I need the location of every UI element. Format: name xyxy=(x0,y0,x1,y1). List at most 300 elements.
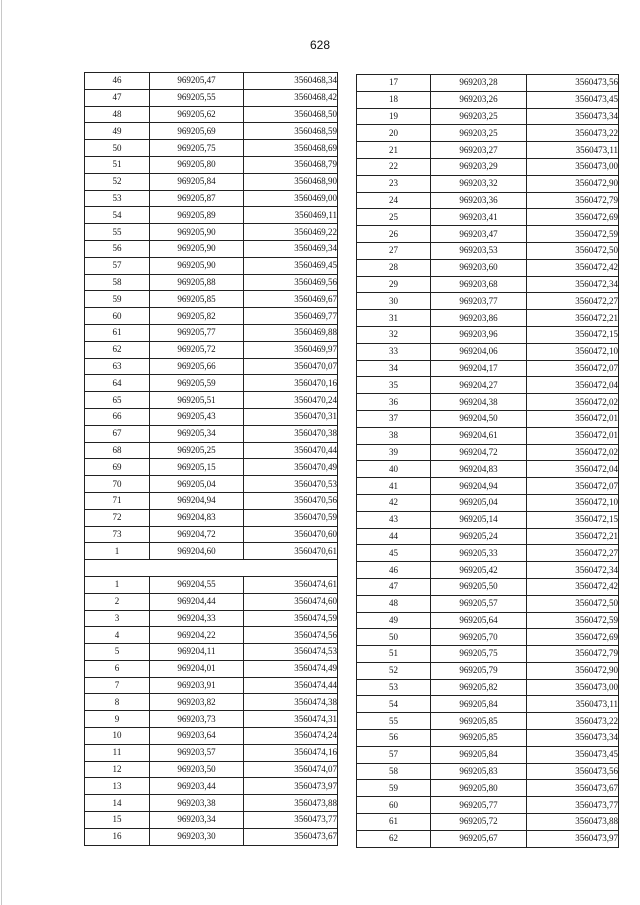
point-number-cell: 51 xyxy=(357,646,431,663)
y-coordinate-cell: 3560472,79 xyxy=(527,646,619,663)
table-row xyxy=(85,173,338,190)
table-row xyxy=(85,291,338,308)
point-number-cell: 32 xyxy=(357,326,431,343)
y-coordinate-cell: 3560468,59 xyxy=(244,123,338,140)
y-coordinate-cell: 3560470,61 xyxy=(244,543,338,560)
x-coordinate-cell: 969205,75 xyxy=(431,646,527,663)
table-row xyxy=(357,646,619,663)
table-row xyxy=(85,240,338,257)
y-coordinate-cell: 3560468,50 xyxy=(244,106,338,123)
y-coordinate-cell: 3560474,31 xyxy=(244,711,338,728)
x-coordinate-cell: 969205,82 xyxy=(431,679,527,696)
x-coordinate-cell: 969204,50 xyxy=(431,410,527,427)
point-number-cell: 22 xyxy=(357,158,431,175)
point-number-cell: 48 xyxy=(85,106,150,123)
table-row xyxy=(357,478,619,495)
x-coordinate-cell: 969205,80 xyxy=(150,156,244,173)
y-coordinate-cell xyxy=(244,560,338,577)
x-coordinate-cell: 969205,89 xyxy=(150,207,244,224)
y-coordinate-cell: 3560470,53 xyxy=(244,476,338,493)
x-coordinate-cell: 969203,64 xyxy=(150,728,244,745)
y-coordinate-cell: 3560470,16 xyxy=(244,375,338,392)
table-row xyxy=(85,190,338,207)
table-row xyxy=(85,224,338,241)
table-row xyxy=(357,830,619,847)
table-row xyxy=(85,425,338,442)
y-coordinate-cell: 3560472,50 xyxy=(527,242,619,259)
x-coordinate-cell: 969204,06 xyxy=(431,343,527,360)
table-row xyxy=(85,459,338,476)
table-row xyxy=(85,778,338,795)
x-coordinate-cell: 969205,85 xyxy=(431,713,527,730)
y-coordinate-cell: 3560472,50 xyxy=(527,595,619,612)
point-number-cell: 30 xyxy=(357,293,431,310)
point-number-cell: 49 xyxy=(357,612,431,629)
y-coordinate-cell: 3560472,04 xyxy=(527,461,619,478)
x-coordinate-cell: 969205,84 xyxy=(150,173,244,190)
point-number-cell: 51 xyxy=(85,156,150,173)
point-number-cell: 62 xyxy=(357,830,431,847)
table-row xyxy=(85,123,338,140)
point-number-cell: 50 xyxy=(85,140,150,157)
point-number-cell: 47 xyxy=(85,89,150,106)
x-coordinate-cell: 969204,01 xyxy=(150,660,244,677)
x-coordinate-cell: 969205,85 xyxy=(431,730,527,747)
x-coordinate-cell: 969204,11 xyxy=(150,644,244,661)
table-row xyxy=(357,612,619,629)
y-coordinate-cell: 3560474,44 xyxy=(244,677,338,694)
table-row xyxy=(357,494,619,511)
y-coordinate-cell: 3560470,49 xyxy=(244,459,338,476)
coordinates-table-right-body xyxy=(357,75,619,848)
x-coordinate-cell: 969203,27 xyxy=(431,142,527,159)
y-coordinate-cell: 3560468,34 xyxy=(244,73,338,90)
x-coordinate-cell: 969205,84 xyxy=(431,746,527,763)
table-row xyxy=(85,140,338,157)
point-number-cell: 64 xyxy=(85,375,150,392)
y-coordinate-cell: 3560472,59 xyxy=(527,226,619,243)
x-coordinate-cell: 969205,47 xyxy=(150,73,244,90)
x-coordinate-cell: 969205,59 xyxy=(150,375,244,392)
table-row xyxy=(85,744,338,761)
table-row xyxy=(357,528,619,545)
point-number-cell: 38 xyxy=(357,427,431,444)
point-number-cell: 73 xyxy=(85,526,150,543)
y-coordinate-cell: 3560473,00 xyxy=(527,158,619,175)
x-coordinate-cell: 969205,50 xyxy=(431,578,527,595)
table-row xyxy=(357,461,619,478)
table-row xyxy=(85,375,338,392)
point-number-cell: 2 xyxy=(85,593,150,610)
point-number-cell: 13 xyxy=(85,778,150,795)
table-row xyxy=(357,310,619,327)
y-coordinate-cell: 3560473,45 xyxy=(527,746,619,763)
x-coordinate-cell: 969205,70 xyxy=(431,629,527,646)
table-row xyxy=(85,543,338,560)
coordinates-table-left xyxy=(84,72,338,846)
point-number-cell: 27 xyxy=(357,242,431,259)
x-coordinate-cell: 969205,82 xyxy=(150,308,244,325)
y-coordinate-cell: 3560470,59 xyxy=(244,509,338,526)
x-coordinate-cell: 969205,57 xyxy=(431,595,527,612)
y-coordinate-cell: 3560474,16 xyxy=(244,744,338,761)
y-coordinate-cell: 3560473,88 xyxy=(527,814,619,831)
table-row xyxy=(357,226,619,243)
y-coordinate-cell: 3560470,56 xyxy=(244,492,338,509)
table-row xyxy=(357,427,619,444)
x-coordinate-cell: 969203,91 xyxy=(150,677,244,694)
y-coordinate-cell: 3560469,45 xyxy=(244,257,338,274)
y-coordinate-cell: 3560473,56 xyxy=(527,75,619,92)
x-coordinate-cell: 969205,90 xyxy=(150,257,244,274)
x-coordinate-cell: 969205,80 xyxy=(431,780,527,797)
point-number-cell: 12 xyxy=(85,761,150,778)
point-number-cell: 67 xyxy=(85,425,150,442)
x-coordinate-cell: 969204,27 xyxy=(431,377,527,394)
x-coordinate-cell: 969205,72 xyxy=(431,814,527,831)
y-coordinate-cell: 3560474,56 xyxy=(244,627,338,644)
point-number-cell: 11 xyxy=(85,744,150,761)
point-number-cell: 53 xyxy=(357,679,431,696)
y-coordinate-cell: 3560474,61 xyxy=(244,576,338,593)
table-row xyxy=(357,108,619,125)
y-coordinate-cell: 3560469,88 xyxy=(244,324,338,341)
y-coordinate-cell: 3560472,01 xyxy=(527,410,619,427)
y-coordinate-cell: 3560472,07 xyxy=(527,360,619,377)
x-coordinate-cell: 969205,25 xyxy=(150,442,244,459)
y-coordinate-cell: 3560474,49 xyxy=(244,660,338,677)
point-number-cell: 48 xyxy=(357,595,431,612)
y-coordinate-cell: 3560472,34 xyxy=(527,562,619,579)
point-number-cell: 54 xyxy=(357,696,431,713)
x-coordinate-cell: 969205,62 xyxy=(150,106,244,123)
x-coordinate-cell: 969204,61 xyxy=(431,427,527,444)
table-row xyxy=(357,142,619,159)
y-coordinate-cell: 3560472,21 xyxy=(527,310,619,327)
x-coordinate-cell: 969203,25 xyxy=(431,125,527,142)
point-number-cell: 68 xyxy=(85,442,150,459)
table-row xyxy=(85,73,338,90)
point-number-cell: 66 xyxy=(85,408,150,425)
x-coordinate-cell: 969203,38 xyxy=(150,795,244,812)
x-coordinate-cell: 969205,90 xyxy=(150,224,244,241)
point-number-cell: 65 xyxy=(85,392,150,409)
point-number-cell: 71 xyxy=(85,492,150,509)
table-row xyxy=(357,293,619,310)
y-coordinate-cell: 3560474,38 xyxy=(244,694,338,711)
y-coordinate-cell: 3560470,07 xyxy=(244,358,338,375)
table-row xyxy=(357,259,619,276)
y-coordinate-cell: 3560469,56 xyxy=(244,274,338,291)
point-number-cell: 59 xyxy=(85,291,150,308)
table-row xyxy=(85,106,338,123)
point-number-cell: 40 xyxy=(357,461,431,478)
table-row xyxy=(357,797,619,814)
table-row xyxy=(85,89,338,106)
x-coordinate-cell: 969204,72 xyxy=(431,444,527,461)
y-coordinate-cell: 3560472,07 xyxy=(527,478,619,495)
table-row xyxy=(357,730,619,747)
y-coordinate-cell: 3560474,60 xyxy=(244,593,338,610)
table-row xyxy=(357,75,619,92)
x-coordinate-cell: 969205,33 xyxy=(431,545,527,562)
point-number-cell: 53 xyxy=(85,190,150,207)
y-coordinate-cell: 3560472,15 xyxy=(527,326,619,343)
y-coordinate-cell: 3560472,69 xyxy=(527,209,619,226)
point-number-cell: 46 xyxy=(85,73,150,90)
y-coordinate-cell: 3560469,00 xyxy=(244,190,338,207)
y-coordinate-cell: 3560473,56 xyxy=(527,763,619,780)
y-coordinate-cell: 3560473,00 xyxy=(527,679,619,696)
x-coordinate-cell: 969205,69 xyxy=(150,123,244,140)
x-coordinate-cell: 969203,32 xyxy=(431,175,527,192)
point-number-cell: 16 xyxy=(85,828,150,845)
x-coordinate-cell: 969203,28 xyxy=(431,75,527,92)
point-number-cell: 35 xyxy=(357,377,431,394)
x-coordinate-cell: 969204,83 xyxy=(431,461,527,478)
point-number-cell: 56 xyxy=(357,730,431,747)
x-coordinate-cell: 969205,42 xyxy=(431,562,527,579)
y-coordinate-cell: 3560474,53 xyxy=(244,644,338,661)
y-coordinate-cell: 3560473,97 xyxy=(244,778,338,795)
point-number-cell: 58 xyxy=(85,274,150,291)
table-row xyxy=(357,562,619,579)
x-coordinate-cell: 969205,67 xyxy=(431,830,527,847)
point-number-cell: 37 xyxy=(357,410,431,427)
table-row xyxy=(85,761,338,778)
table-row xyxy=(85,576,338,593)
y-coordinate-cell: 3560473,34 xyxy=(527,730,619,747)
y-coordinate-cell: 3560473,45 xyxy=(527,91,619,108)
y-coordinate-cell: 3560469,34 xyxy=(244,240,338,257)
table-row xyxy=(85,728,338,745)
x-coordinate-cell: 969204,38 xyxy=(431,394,527,411)
y-coordinate-cell: 3560473,77 xyxy=(244,812,338,829)
point-number-cell: 58 xyxy=(357,763,431,780)
y-coordinate-cell: 3560473,67 xyxy=(527,780,619,797)
y-coordinate-cell: 3560472,42 xyxy=(527,259,619,276)
x-coordinate-cell: 969205,43 xyxy=(150,408,244,425)
point-number-cell: 55 xyxy=(85,224,150,241)
point-number-cell: 61 xyxy=(357,814,431,831)
table-row xyxy=(357,192,619,209)
table-row xyxy=(85,560,338,577)
table-row xyxy=(357,444,619,461)
point-number-cell: 9 xyxy=(85,711,150,728)
coordinates-table-right xyxy=(356,74,619,848)
x-coordinate-cell: 969203,77 xyxy=(431,293,527,310)
table-row xyxy=(85,358,338,375)
table-row xyxy=(85,392,338,409)
y-coordinate-cell: 3560473,11 xyxy=(527,142,619,159)
table-row xyxy=(357,343,619,360)
y-coordinate-cell: 3560472,27 xyxy=(527,293,619,310)
point-number-cell: 24 xyxy=(357,192,431,209)
y-coordinate-cell: 3560468,69 xyxy=(244,140,338,157)
table-row xyxy=(85,476,338,493)
x-coordinate-cell: 969205,84 xyxy=(431,696,527,713)
point-number-cell: 18 xyxy=(357,91,431,108)
y-coordinate-cell: 3560469,67 xyxy=(244,291,338,308)
x-coordinate-cell: 969203,34 xyxy=(150,812,244,829)
x-coordinate-cell: 969205,04 xyxy=(431,494,527,511)
x-coordinate-cell: 969204,44 xyxy=(150,593,244,610)
table-row xyxy=(357,545,619,562)
y-coordinate-cell: 3560472,90 xyxy=(527,175,619,192)
point-number-cell: 69 xyxy=(85,459,150,476)
point-number-cell: 21 xyxy=(357,142,431,159)
table-row xyxy=(85,828,338,845)
y-coordinate-cell: 3560473,34 xyxy=(527,108,619,125)
point-number-cell: 4 xyxy=(85,627,150,644)
x-coordinate-cell: 969204,55 xyxy=(150,576,244,593)
y-coordinate-cell: 3560472,27 xyxy=(527,545,619,562)
y-coordinate-cell: 3560472,69 xyxy=(527,629,619,646)
table-row xyxy=(85,308,338,325)
table-row xyxy=(357,578,619,595)
table-row xyxy=(357,209,619,226)
point-number-cell: 44 xyxy=(357,528,431,545)
y-coordinate-cell: 3560468,79 xyxy=(244,156,338,173)
x-coordinate-cell: 969205,15 xyxy=(150,459,244,476)
point-number-cell: 56 xyxy=(85,240,150,257)
table-row xyxy=(357,629,619,646)
x-coordinate-cell: 969205,79 xyxy=(431,662,527,679)
y-coordinate-cell: 3560469,22 xyxy=(244,224,338,241)
point-number-cell: 1 xyxy=(85,543,150,560)
point-number-cell: 52 xyxy=(85,173,150,190)
x-coordinate-cell: 969204,60 xyxy=(150,543,244,560)
table-row xyxy=(85,324,338,341)
table-row xyxy=(357,746,619,763)
point-number-cell: 10 xyxy=(85,728,150,745)
point-number-cell: 7 xyxy=(85,677,150,694)
x-coordinate-cell: 969203,29 xyxy=(431,158,527,175)
table-row xyxy=(357,780,619,797)
x-coordinate-cell xyxy=(150,560,244,577)
table-row xyxy=(357,410,619,427)
x-coordinate-cell: 969203,44 xyxy=(150,778,244,795)
y-coordinate-cell: 3560474,07 xyxy=(244,761,338,778)
point-number-cell: 55 xyxy=(357,713,431,730)
x-coordinate-cell: 969203,73 xyxy=(150,711,244,728)
table-row xyxy=(357,394,619,411)
point-number-cell: 46 xyxy=(357,562,431,579)
table-row xyxy=(357,662,619,679)
point-number-cell: 45 xyxy=(357,545,431,562)
point-number-cell: 57 xyxy=(357,746,431,763)
x-coordinate-cell: 969205,90 xyxy=(150,240,244,257)
x-coordinate-cell: 969205,75 xyxy=(150,140,244,157)
table-row xyxy=(357,814,619,831)
y-coordinate-cell: 3560470,44 xyxy=(244,442,338,459)
x-coordinate-cell: 969205,77 xyxy=(431,797,527,814)
point-number-cell: 57 xyxy=(85,257,150,274)
point-number-cell: 19 xyxy=(357,108,431,125)
table-row xyxy=(357,158,619,175)
table-row xyxy=(85,408,338,425)
y-coordinate-cell: 3560469,97 xyxy=(244,341,338,358)
point-number-cell: 60 xyxy=(357,797,431,814)
table-row xyxy=(85,442,338,459)
x-coordinate-cell: 969204,72 xyxy=(150,526,244,543)
x-coordinate-cell: 969205,87 xyxy=(150,190,244,207)
point-number-cell xyxy=(85,560,150,577)
point-number-cell: 5 xyxy=(85,644,150,661)
table-row xyxy=(85,610,338,627)
table-row xyxy=(85,812,338,829)
y-coordinate-cell: 3560469,11 xyxy=(244,207,338,224)
table-row xyxy=(357,511,619,528)
x-coordinate-cell: 969205,77 xyxy=(150,324,244,341)
x-coordinate-cell: 969203,86 xyxy=(431,310,527,327)
point-number-cell: 29 xyxy=(357,276,431,293)
table-row xyxy=(85,677,338,694)
table-row xyxy=(85,644,338,661)
point-number-cell: 1 xyxy=(85,576,150,593)
x-coordinate-cell: 969205,14 xyxy=(431,511,527,528)
y-coordinate-cell: 3560472,90 xyxy=(527,662,619,679)
table-row xyxy=(357,377,619,394)
y-coordinate-cell: 3560473,97 xyxy=(527,830,619,847)
point-number-cell: 50 xyxy=(357,629,431,646)
y-coordinate-cell: 3560473,22 xyxy=(527,713,619,730)
y-coordinate-cell: 3560472,15 xyxy=(527,511,619,528)
table-row xyxy=(357,91,619,108)
y-coordinate-cell: 3560472,42 xyxy=(527,578,619,595)
x-coordinate-cell: 969203,57 xyxy=(150,744,244,761)
x-coordinate-cell: 969203,68 xyxy=(431,276,527,293)
x-coordinate-cell: 969205,24 xyxy=(431,528,527,545)
point-number-cell: 28 xyxy=(357,259,431,276)
page-number: 628 xyxy=(309,38,331,52)
table-row xyxy=(85,795,338,812)
point-number-cell: 62 xyxy=(85,341,150,358)
y-coordinate-cell: 3560469,77 xyxy=(244,308,338,325)
table-row xyxy=(85,627,338,644)
y-coordinate-cell: 3560470,24 xyxy=(244,392,338,409)
point-number-cell: 31 xyxy=(357,310,431,327)
x-coordinate-cell: 969204,94 xyxy=(150,492,244,509)
table-row xyxy=(357,175,619,192)
x-coordinate-cell: 969203,60 xyxy=(431,259,527,276)
table-row xyxy=(85,274,338,291)
x-coordinate-cell: 969205,88 xyxy=(150,274,244,291)
x-coordinate-cell: 969204,22 xyxy=(150,627,244,644)
point-number-cell: 60 xyxy=(85,308,150,325)
y-coordinate-cell: 3560472,79 xyxy=(527,192,619,209)
x-coordinate-cell: 969205,64 xyxy=(431,612,527,629)
table-row xyxy=(357,326,619,343)
point-number-cell: 59 xyxy=(357,780,431,797)
point-number-cell: 43 xyxy=(357,511,431,528)
point-number-cell: 49 xyxy=(85,123,150,140)
table-row xyxy=(357,276,619,293)
y-coordinate-cell: 3560474,59 xyxy=(244,610,338,627)
x-coordinate-cell: 969204,33 xyxy=(150,610,244,627)
y-coordinate-cell: 3560468,42 xyxy=(244,89,338,106)
x-coordinate-cell: 969203,41 xyxy=(431,209,527,226)
x-coordinate-cell: 969205,51 xyxy=(150,392,244,409)
point-number-cell: 17 xyxy=(357,75,431,92)
table-row xyxy=(85,509,338,526)
coordinates-table-left-body xyxy=(85,73,338,846)
x-coordinate-cell: 969203,25 xyxy=(431,108,527,125)
point-number-cell: 52 xyxy=(357,662,431,679)
point-number-cell: 72 xyxy=(85,509,150,526)
point-number-cell: 36 xyxy=(357,394,431,411)
x-coordinate-cell: 969205,04 xyxy=(150,476,244,493)
